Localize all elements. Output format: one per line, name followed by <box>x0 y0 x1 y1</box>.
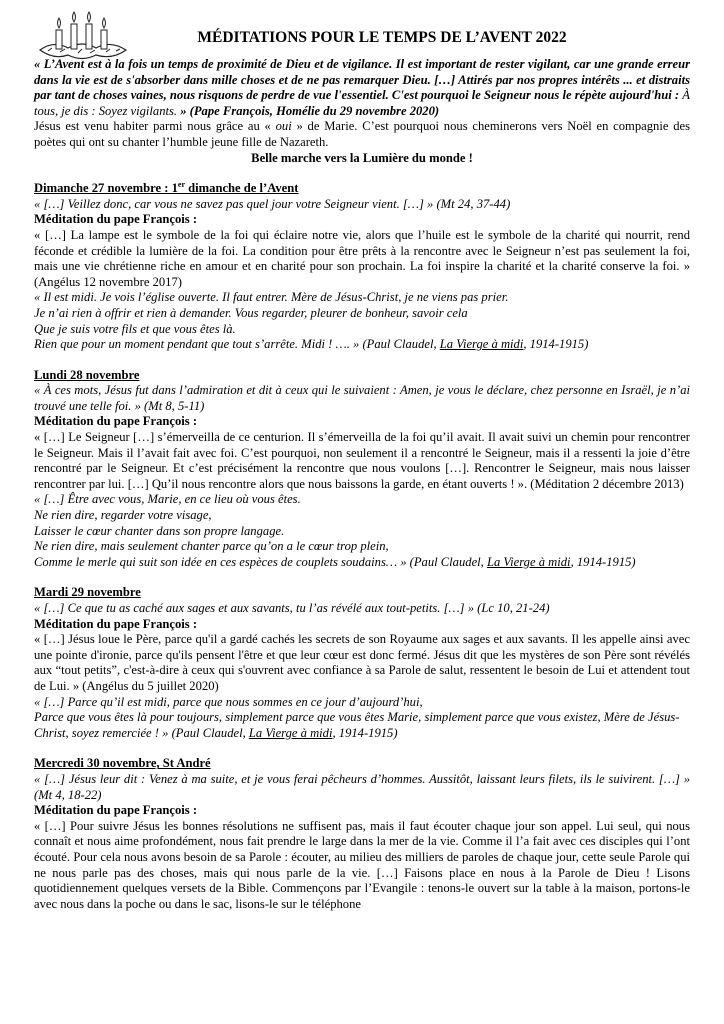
meditation-label: Méditation du pape François : <box>34 212 198 227</box>
poem-last-line <box>34 337 690 353</box>
poem-author: (Paul Claudel, <box>168 725 249 740</box>
meditation-text: « […] Pour suivre Jésus les bonnes résolutions ne suffisent pas, mais il faut écouter chaque jour son appel. Lui seul, qui nous connaît et nous aime profondément, nous fait prendre le large dans la mer de la vie. Comme il l’a fait avec ces disciples qui l’ont écouté. Pour cela nous avons besoin de sa Parole : écouter, au milieu des milliers de paroles de chaque jour, cette seule Parole qui ne nous parle pas des choses, mais qui nous parle de la vie. […] Faisons place en nous à la Parole de Dieu ! Lisons quotidiennement quelques versets de la Bible. Commençons par l’Evangile : tenons-le ouvert sur la table à la maison, portons-le avec nous dans la poche ou dans le sac, lisons-le sur le téléphone <box>34 818 690 911</box>
gospel-quote: « À ces mots, Jésus fut dans l’admiration et dit à ceux qui le suivaient : Amen, je vous le déclare, chez personne en Israël, je n’ai trouvé une telle foi. » (Mt 8, 5-11) <box>34 383 690 413</box>
poem-line: « […] Être avec vous, Marie, en ce lieu où vous êtes. <box>34 492 301 507</box>
intro-quote-text: « L’Avent est à la fois un temps de proximité de Dieu et de vigilance. Il est important de rester vigilant, car une grande erreur dans la vie est de s'absorber dans mille choses et de ne pas remarquer Dieu. […] Attirés par nos propres intérêts ... et distraits par tant de choses vaines, nous risquons de perdre de vue l'essentiel. C'est pourquoi le Seigneur nous le répète aujourd'hui : <box>34 57 690 103</box>
poem-line: Laisser le cœur chanter dans son propre langage. <box>34 523 285 538</box>
page-title: MÉDITATIONS POUR LE TEMPS DE L’AVENT 2022 <box>197 29 567 46</box>
poem-line: « Il est midi. Je vois l’église ouverte. Il faut entrer. Mère de Jésus-Christ, je ne viens pas prier. <box>34 290 509 305</box>
meditation-text: « […] Jésus loue le Père, parce qu'il a gardé cachés les secrets de son Royaume aux sages et aux savants. Il les appelle ainsi avec une pointe d'ironie, parce qu'ils pensent l'être et que leur cœur est donc fermé. Jésus dit que les mystères de son Père sont révélés aux “tout petits”, c'est-à-dire à ceux qui s'ouvrent avec confiance à sa Parole de salut, ressentent le besoin de Lui et attendent tout de Lui. » (Angélus du 5 juillet 2020) <box>34 632 690 693</box>
day-heading: Mardi 29 novembre <box>34 585 141 600</box>
poem-last-line <box>34 710 690 741</box>
meditation-text: « […] Le Seigneur […] s’émerveilla de ce centurion. Il s’émerveilla de la foi qu’il avait. Il avait suivi un chemin pour rencontrer le Seigneur. Mais il l’avait fait avec foi. C’est pourquoi, non seulement il a rencontré le Seigneur, mais il a ressenti la joie d’être rencontré par le Seigneur. Et c’est précisément la rencontre que nous voulons […]. Rencontrer le Seigneur, mais nous laisser rencontrer par lui. […] Qu’il nous rencontre alors que nous baissons la garde, en étant ouverts ! ». (Méditation 2 décembre 2013) <box>34 430 690 491</box>
day-heading-sup: er <box>177 179 185 189</box>
poem-last-text: Parce que vous êtes là pour toujours, simplement parce que vous êtes Marie, simplement parce que vous existez, Mère de Jésus-Christ, soyez remerciée ! » <box>34 710 680 740</box>
meditation-label: Méditation du pape François : <box>34 803 198 818</box>
poem-dates: , 1914-1915) <box>570 554 636 569</box>
day-section <box>34 756 690 912</box>
day-section <box>34 181 690 353</box>
poem-dates: , 1914-1915) <box>332 725 398 740</box>
day-heading <box>34 181 690 197</box>
gospel-quote: « […] Jésus leur dit : Venez à ma suite, et je vous ferai pêcheurs d’hommes. Aussitôt, laissant leurs filets, ils le suivirent. […] » (Mt 4, 18-22) <box>34 771 690 802</box>
day-heading-end: dimanche de l’Avent <box>185 181 299 196</box>
intro-quote-source: » (Pape François, Homélie du 29 novembre 2020) <box>177 103 440 118</box>
poem-line: Que je suis votre fils et que vous êtes là. <box>34 321 236 336</box>
poem-work-title: La Vierge à midi <box>439 337 524 352</box>
document-page <box>34 10 690 912</box>
poem <box>34 492 690 570</box>
intro-text-start: Jésus est venu habiter parmi nous grâce au « <box>34 119 276 134</box>
meditation-label: Méditation du pape François : <box>34 414 198 429</box>
intro-quote <box>34 57 690 119</box>
poem <box>34 290 690 352</box>
poem-last-text: Comme le merle qui suit son idée en ces espèces de couplets soudains… » <box>34 554 407 569</box>
poem-work-title: La Vierge à midi <box>486 554 571 569</box>
day-section <box>34 368 690 571</box>
gospel-quote: « […] Veillez donc, car vous ne savez pas quel jour votre Seigneur vient. […] » (Mt 24, 37-44) <box>34 196 511 211</box>
day-heading: Lundi 28 novembre <box>34 367 140 382</box>
poem-dates: , 1914-1915) <box>523 337 589 352</box>
day-heading: Mercredi 30 novembre, St André <box>34 756 211 771</box>
day-section <box>34 585 690 741</box>
meditation-text: « […] La lampe est le symbole de la foi qui éclaire notre vie, alors que l’huile est le symbole de la charité qui nourrit, rend féconde et crédible la lumière de la foi. La condition pour être prêts à la rencontre avec le Seigneur n’est pas seulement la foi, mais une vie chrétienne riche en amour et en charité pour son prochain. La foi inspire la charité et la charité conserve la foi. » (Angélus 12 novembre 2017) <box>34 227 690 289</box>
intro-text <box>34 119 690 150</box>
gospel-quote: « […] Ce que tu as caché aux sages et aux savants, tu l’as révélé aux tout-petits. […] » (Lc 10, 21-24) <box>34 601 550 615</box>
intro-block <box>34 57 690 166</box>
intro-closing: Belle marche vers la Lumière du monde ! <box>251 150 473 165</box>
day-heading-text: Dimanche 27 novembre : 1 <box>34 181 178 196</box>
poem-work-title: La Vierge à midi <box>248 725 333 740</box>
poem-line: Je n’ai rien à offrir et rien à demander. Vous regarder, pleurer de bonheur, savoir cela <box>34 305 468 320</box>
intro-text-end: » de Marie. C’est pourquoi nous cheminerons vers Noël en compagnie des poètes qui ont su chanter l’humble jeune fille de Nazareth. <box>34 119 690 149</box>
advent-candles-logo <box>34 10 132 66</box>
poem-author: (Paul Claudel, <box>359 337 440 352</box>
intro-text-oui: oui <box>275 119 292 134</box>
poem-line: « […] Parce qu’il est midi, parce que nous sommes en ce jour d’aujourd’hui, <box>34 694 423 709</box>
poem-last-text: Rien que pour un moment pendant que tout s’arrête. Midi ! …. » <box>34 337 360 352</box>
poem-last-line <box>34 555 690 571</box>
poem-line: Ne rien dire, mais seulement chanter parce qu’on a le cœur trop plein, <box>34 539 389 554</box>
poem-line: Ne rien dire, regarder votre visage, <box>34 508 212 523</box>
poem <box>34 695 690 742</box>
poem-author: (Paul Claudel, <box>406 554 487 569</box>
meditation-label: Méditation du pape François : <box>34 616 198 631</box>
intro-quote-plain: À tous, je dis : Soyez vigilants. <box>34 88 690 118</box>
